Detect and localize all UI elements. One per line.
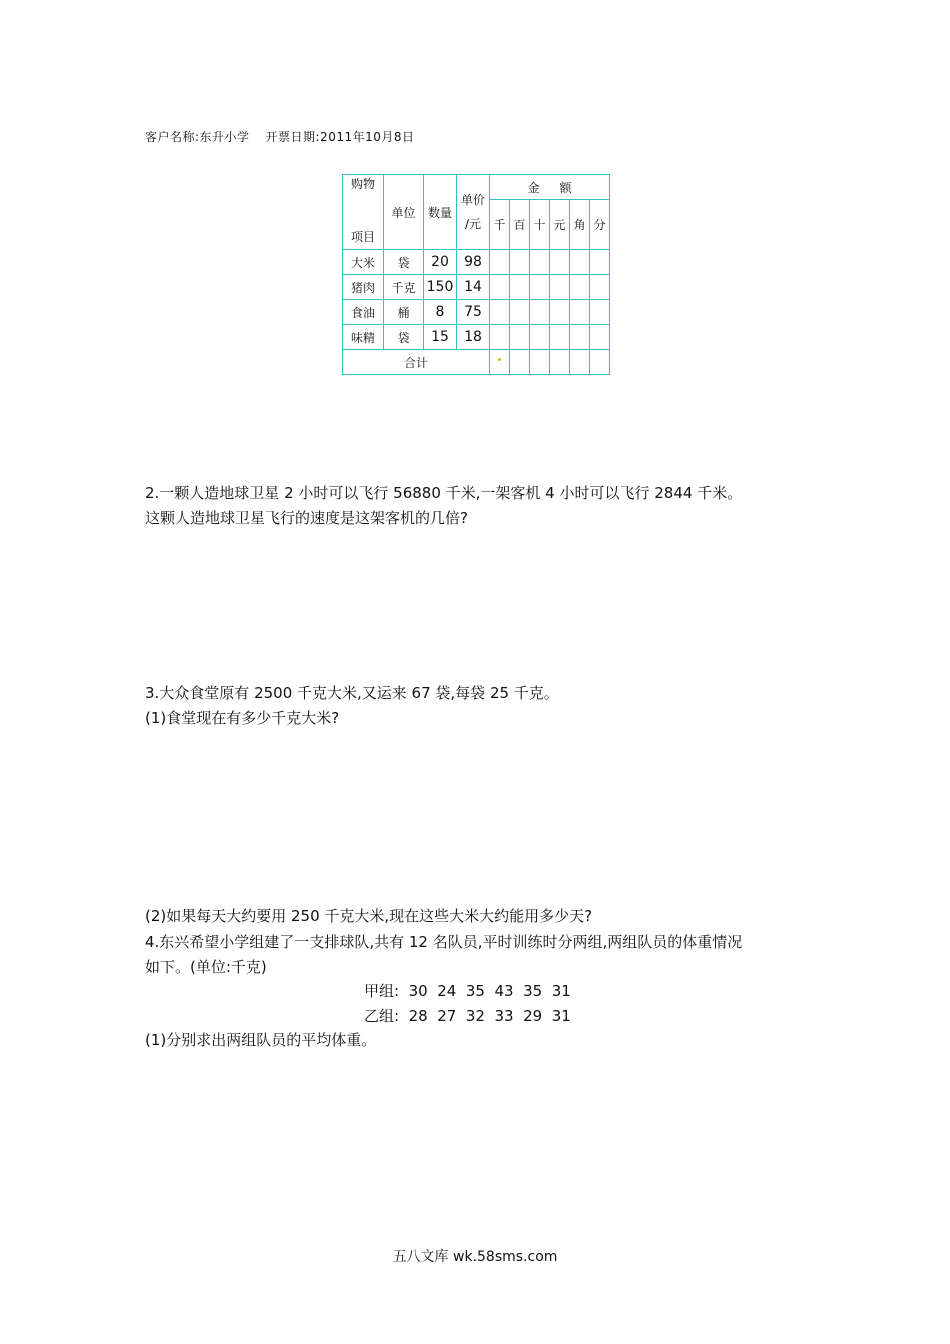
row-item: 大米: [343, 250, 384, 275]
digit-cell: [590, 275, 610, 300]
row-unit: 千克: [384, 275, 424, 300]
header-item-line2: 项目: [350, 230, 375, 244]
invoice-header: [145, 128, 415, 145]
table-row: [343, 275, 610, 300]
digit-cell: [490, 350, 510, 375]
header-item-line1: 购物: [350, 177, 375, 191]
customer-name: 客户名称:东升小学: [145, 130, 250, 144]
header-amount-char2: 额: [559, 180, 572, 195]
digit-header: 千: [490, 200, 510, 250]
digit-cell: [510, 275, 530, 300]
digit-cell: [570, 325, 590, 350]
row-unit: 桶: [384, 300, 424, 325]
digit-cell: [550, 325, 570, 350]
digit-cell: [550, 300, 570, 325]
header-amount-char1: 金: [527, 180, 540, 195]
digit-cell: [590, 325, 610, 350]
digit-cell: [570, 250, 590, 275]
question-3-part2: (2)如果每天大约要用 250 千克大米,现在这些大米大约能用多少天?: [145, 907, 593, 925]
digit-header: 百: [510, 200, 530, 250]
group-b-weights: 乙组: 28 27 32 33 29 31: [364, 1007, 571, 1025]
digit-cell: [510, 250, 530, 275]
header-unit: 单位: [384, 175, 424, 250]
header-price-line2: /元: [464, 217, 482, 231]
digit-cell: [530, 350, 550, 375]
row-qty: 8: [424, 300, 457, 325]
row-price: 18: [457, 325, 490, 350]
question-2-line1: 2.一颗人造地球卫星 2 小时可以飞行 56880 千米,一架客机 4 小时可以飞行 2844 千米。: [145, 484, 743, 502]
table-row: [343, 300, 610, 325]
digit-cell: [530, 325, 550, 350]
digit-header: 元: [550, 200, 570, 250]
question-2-line2: 这颗人造地球卫星飞行的速度是这架客机的几倍?: [145, 509, 468, 527]
header-amount: [490, 175, 610, 200]
total-row: [343, 350, 610, 375]
digit-header: 十: [530, 200, 550, 250]
digit-cell: [570, 300, 590, 325]
question-4-part1: (1)分别求出两组队员的平均体重。: [145, 1031, 377, 1049]
table-row: [343, 250, 610, 275]
question-4-line2: 如下。(单位:千克): [145, 958, 267, 976]
digit-cell: [590, 300, 610, 325]
digit-cell: [530, 300, 550, 325]
invoice-date: 开票日期:2011年10月8日: [265, 130, 415, 144]
digit-cell: [550, 350, 570, 375]
row-item: 味精: [343, 325, 384, 350]
row-item: 猪肉: [343, 275, 384, 300]
digit-cell: [490, 300, 510, 325]
digit-cell: [550, 250, 570, 275]
digit-cell: [530, 250, 550, 275]
digit-cell: [490, 325, 510, 350]
digit-cell: [530, 275, 550, 300]
dot-mark: [498, 358, 501, 361]
digit-cell: [510, 300, 530, 325]
row-qty: 150: [424, 275, 457, 300]
row-price: 98: [457, 250, 490, 275]
row-unit: 袋: [384, 250, 424, 275]
total-label: 合计: [343, 350, 490, 375]
row-unit: 袋: [384, 325, 424, 350]
digit-cell: [510, 350, 530, 375]
digit-cell: [590, 350, 610, 375]
question-3-part1: (1)食堂现在有多少千克大米?: [145, 709, 340, 727]
row-price: 14: [457, 275, 490, 300]
digit-cell: [490, 275, 510, 300]
row-item: 食油: [343, 300, 384, 325]
header-item: [343, 175, 384, 250]
footer-watermark: 五八文库 wk.58sms.com: [392, 1249, 558, 1265]
invoice-table: [342, 174, 610, 375]
group-a-weights: 甲组: 30 24 35 43 35 31: [364, 982, 571, 1000]
digit-header: 角: [570, 200, 590, 250]
question-4-line1: 4.东兴希望小学组建了一支排球队,共有 12 名队员,平时训练时分两组,两组队员的体重情况: [145, 933, 743, 951]
row-qty: 20: [424, 250, 457, 275]
header-price-line1: 单价: [460, 193, 485, 207]
header-price: [457, 175, 490, 250]
digit-cell: [550, 275, 570, 300]
header-qty: 数量: [424, 175, 457, 250]
table-row: [343, 325, 610, 350]
row-price: 75: [457, 300, 490, 325]
digit-cell: [570, 350, 590, 375]
question-3-line1: 3.大众食堂原有 2500 千克大米,又运来 67 袋,每袋 25 千克。: [145, 684, 559, 702]
row-qty: 15: [424, 325, 457, 350]
digit-cell: [490, 250, 510, 275]
digit-cell: [570, 275, 590, 300]
digit-header: 分: [590, 200, 610, 250]
digit-cell: [590, 250, 610, 275]
digit-cell: [510, 325, 530, 350]
